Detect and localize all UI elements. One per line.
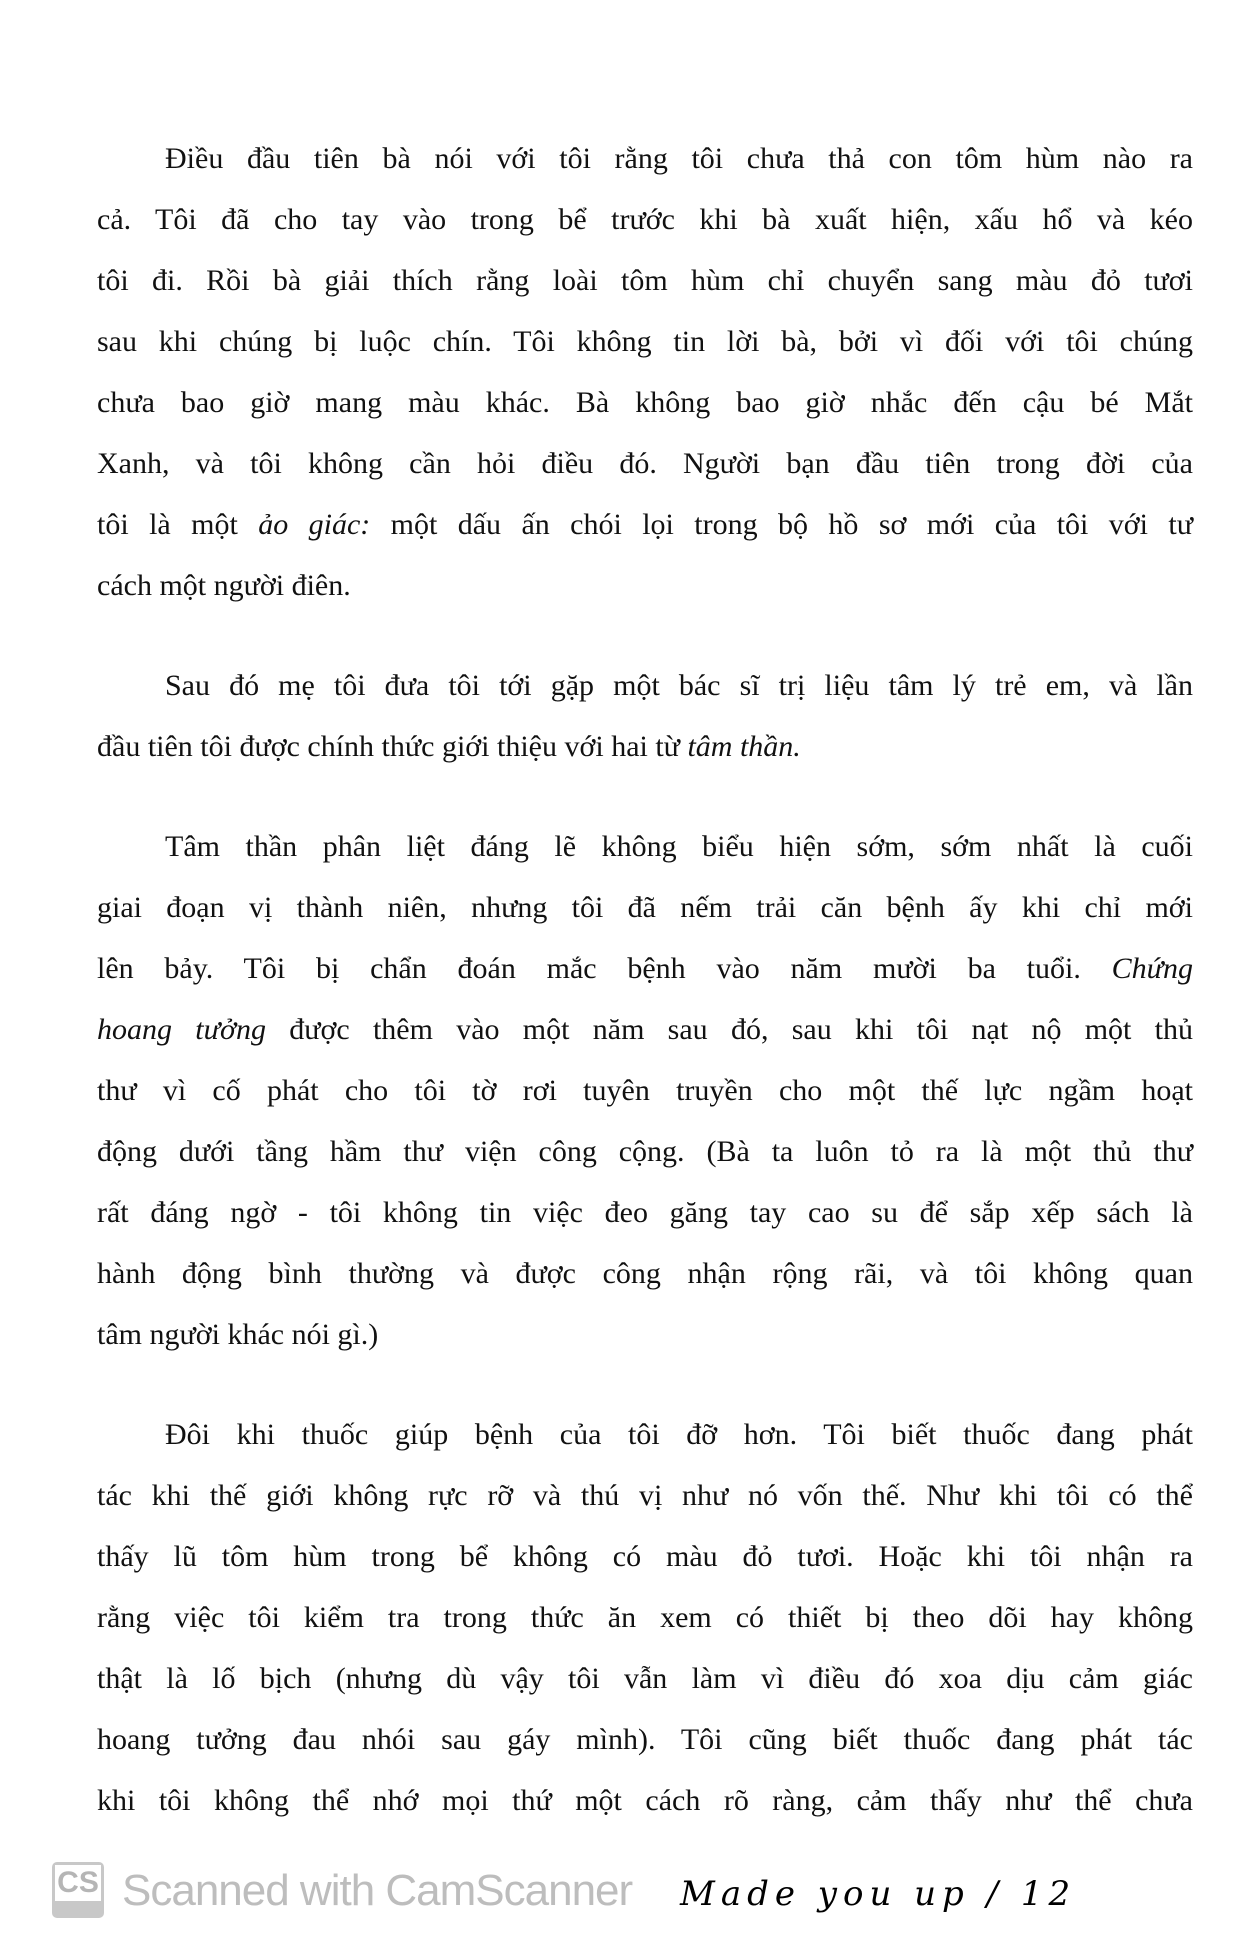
text-line (97, 1060, 1193, 1121)
text-span: tác khi thế giới không rực rỡ và thú vị như nó vốn thế. Như khi tôi có thể (97, 1479, 1193, 1512)
text-span: đầu tiên tôi được chính thức giới thiệu với hai từ (97, 730, 688, 763)
text-line (97, 555, 1193, 616)
text-line (97, 1709, 1193, 1770)
text-line (97, 1182, 1193, 1243)
text-line (97, 311, 1193, 372)
text-line (97, 1526, 1193, 1587)
text-line (97, 655, 1193, 716)
text-span: Xanh, và tôi không cần hỏi điều đó. Người bạn đầu tiên trong đời của (97, 447, 1193, 480)
text-line (97, 250, 1193, 311)
paragraph (97, 816, 1193, 1365)
book-title: Made you up (680, 1874, 970, 1914)
text-line (97, 128, 1193, 189)
text-span: chưa bao giờ mang màu khác. Bà không bao giờ nhắc đến cậu bé Mắt (97, 386, 1193, 419)
text-line (97, 938, 1193, 999)
text-line (97, 1465, 1193, 1526)
text-span: thư vì cố phát cho tôi tờ rơi tuyên truyền cho một thế lực ngầm hoạt (97, 1074, 1193, 1107)
text-span: động dưới tầng hầm thư viện công cộng. (Bà ta luôn tỏ ra là một thủ thư (97, 1135, 1193, 1168)
text-line (97, 189, 1193, 250)
text-line (97, 372, 1193, 433)
text-span: giai đoạn vị thành niên, nhưng tôi đã nếm trải căn bệnh ấy khi chỉ mới (97, 891, 1193, 924)
italic-text: ảo giác: (258, 508, 371, 541)
text-line (97, 1121, 1193, 1182)
text-line (97, 1404, 1193, 1465)
page-footer (0, 1850, 1248, 1930)
camscanner-logo-icon: CS (52, 1862, 104, 1918)
text-span: Sau đó mẹ tôi đưa tôi tới gặp một bác sĩ trị liệu tâm lý trẻ em, và lần (165, 669, 1193, 702)
text-line (97, 1770, 1193, 1831)
separator: / (986, 1874, 1005, 1914)
text-span: được thêm vào một năm sau đó, sau khi tôi nạt nộ một thủ (265, 1013, 1193, 1046)
text-span: Đôi khi thuốc giúp bệnh của tôi đỡ hơn. Tôi biết thuốc đang phát (165, 1418, 1193, 1451)
text-line (97, 816, 1193, 877)
page-number: 12 (1020, 1874, 1077, 1914)
italic-text: tâm thần. (687, 730, 801, 763)
text-span: thấy lũ tôm hùm trong bể không có màu đỏ tươi. Hoặc khi tôi nhận ra (97, 1540, 1193, 1573)
text-span: tôi là một (97, 508, 259, 541)
text-span: hành động bình thường và được công nhận rộng rãi, và tôi không quan (97, 1257, 1193, 1290)
running-head (680, 1874, 1076, 1914)
text-span: rất đáng ngờ - tôi không tin việc đeo găng tay cao su để sắp xếp sách là (97, 1196, 1193, 1229)
text-line (97, 433, 1193, 494)
book-page-body (97, 128, 1193, 1870)
text-span: tâm người khác nói gì.) (97, 1318, 379, 1351)
text-line (97, 1304, 1193, 1365)
text-line (97, 1587, 1193, 1648)
text-line (97, 716, 1193, 777)
text-span: tôi đi. Rồi bà giải thích rằng loài tôm hùm chỉ chuyển sang màu đỏ tươi (97, 264, 1193, 297)
text-span: cách một người điên. (97, 569, 351, 602)
text-line (97, 494, 1193, 555)
text-span: thật là lố bịch (nhưng dù vậy tôi vẫn làm vì điều đó xoa dịu cảm giác (97, 1662, 1193, 1695)
paragraph (97, 655, 1193, 777)
text-span: hoang tưởng đau nhói sau gáy mình). Tôi cũng biết thuốc đang phát tác (97, 1723, 1193, 1756)
text-span: lên bảy. Tôi bị chẩn đoán mắc bệnh vào năm mười ba tuổi. (97, 952, 1112, 985)
paragraph (97, 128, 1193, 616)
text-line (97, 999, 1193, 1060)
watermark-text: Scanned with CamScanner (122, 1866, 633, 1915)
italic-text: Chứng (1111, 952, 1193, 985)
paragraph (97, 1404, 1193, 1831)
text-span: rằng việc tôi kiểm tra trong thức ăn xem có thiết bị theo dõi hay không (97, 1601, 1193, 1634)
text-line (97, 877, 1193, 938)
text-span: cả. Tôi đã cho tay vào trong bể trước khi bà xuất hiện, xấu hổ và kéo (97, 203, 1193, 236)
text-span: một dấu ấn chói lọi trong bộ hồ sơ mới của tôi với tư (370, 508, 1193, 541)
text-line (97, 1648, 1193, 1709)
text-span: Điều đầu tiên bà nói với tôi rằng tôi chưa thả con tôm hùm nào ra (165, 142, 1193, 175)
text-span: Tâm thần phân liệt đáng lẽ không biểu hiện sớm, sớm nhất là cuối (165, 830, 1193, 863)
text-line (97, 1243, 1193, 1304)
italic-text: hoang tưởng (97, 1013, 266, 1046)
text-span: sau khi chúng bị luộc chín. Tôi không tin lời bà, bởi vì đối với tôi chúng (97, 325, 1193, 358)
text-span: khi tôi không thể nhớ mọi thứ một cách rõ ràng, cảm thấy như thể chưa (97, 1784, 1193, 1817)
